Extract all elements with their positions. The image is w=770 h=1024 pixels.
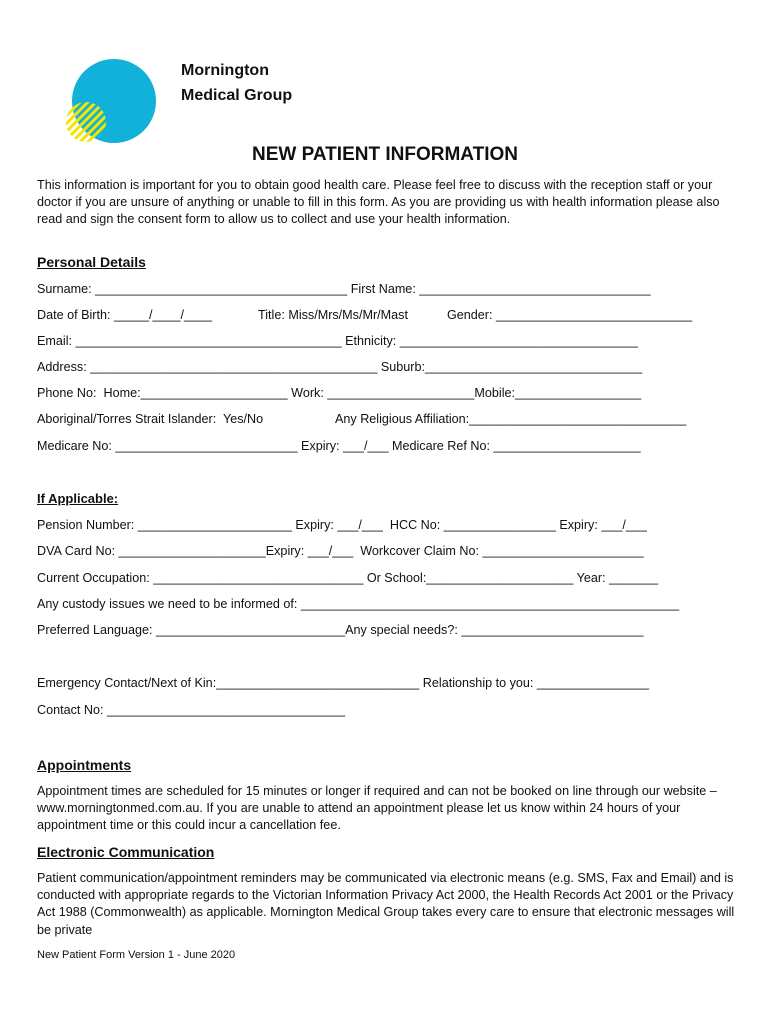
address-suburb-field[interactable]: Address: _________________________________________ Suburb:_______________________________ xyxy=(37,360,643,374)
medicare-field[interactable]: Medicare No: __________________________ Expiry: ___/___ Medicare Ref No: _____________________ xyxy=(37,439,641,453)
religion-field[interactable]: Any Religious Affiliation:_______________________________ xyxy=(335,412,687,426)
emergency-contact-field[interactable]: Emergency Contact/Next of Kin:_____________________________ Relationship to you: ________________ xyxy=(37,676,649,690)
section-heading-personal: Personal Details xyxy=(37,254,146,270)
email-ethnicity-field[interactable]: Email: ______________________________________ Ethnicity: __________________________________ xyxy=(37,334,638,348)
surname-first-name-field[interactable]: Surname: ____________________________________ First Name: _________________________________ xyxy=(37,282,651,296)
org-name-line2: Medical Group xyxy=(181,87,293,104)
phone-field[interactable]: Phone No: Home:_____________________ Work: _____________________Mobile:__________________ xyxy=(37,386,642,400)
language-field[interactable]: Preferred Language: ___________________________Any special needs?: __________________________ xyxy=(37,623,644,637)
section-heading-electronic: Electronic Communication xyxy=(37,844,215,860)
footer-version: New Patient Form Version 1 - June 2020 xyxy=(37,949,236,961)
section-heading-applicable: If Applicable: xyxy=(37,491,119,506)
section-heading-appointments: Appointments xyxy=(37,757,132,773)
aboriginal-field[interactable]: Aboriginal/Torres Strait Islander: Yes/No xyxy=(37,412,264,426)
appointments-text: Appointment times are scheduled for 15 minutes or longer if required and can not be booked on line through our website – www.morningtonmed.com.au. If you are unable to attend an appointment please let us know within 24 hours of your appointment time or this could incur a cancellation fee. xyxy=(37,784,717,833)
gender-field[interactable]: Gender: ____________________________ xyxy=(447,308,693,322)
page-title: NEW PATIENT INFORMATION xyxy=(252,144,518,165)
dva-field[interactable]: DVA Card No: _____________________Expiry: ___/___ Workcover Claim No: _______________________ xyxy=(37,544,644,558)
dob-field[interactable]: Date of Birth: _____/____/____ xyxy=(37,308,213,322)
electronic-text: Patient communication/appointment reminders may be communicated via electronic means (e.g. SMS, Fax and Email) and is conducted with appropriate regards to the Victorian Information Privacy Act 2000, the Health Records Act 2001 or the Privacy Act 1988 (Commonwealth) as applicable. Mornington Medical Group takes every care to ensure that electronic messages will be private xyxy=(37,871,735,937)
title-field[interactable]: Title: Miss/Mrs/Ms/Mr/Mast xyxy=(258,308,408,322)
contact-number-field[interactable]: Contact No: __________________________________ xyxy=(37,703,346,717)
intro-text: This information is important for you to obtain good health care. Please feel free to discuss with the reception staff or your doctor if you are unsure of anything or unable to fill in this form. As you are providing us with health information please also read and sign the consent form to allow us to collect and use your health information. xyxy=(37,178,720,227)
circle-logo-icon xyxy=(52,38,152,128)
org-name-line1: Mornington xyxy=(181,62,269,79)
pension-field[interactable]: Pension Number: ______________________ Expiry: ___/___ HCC No: ________________ Expiry: ___/___ xyxy=(37,518,647,532)
occupation-field[interactable]: Current Occupation: ______________________________ Or School:_____________________ Year: _______ xyxy=(37,571,659,585)
custody-field[interactable]: Any custody issues we need to be informed of: ______________________________________________________ xyxy=(37,597,680,611)
